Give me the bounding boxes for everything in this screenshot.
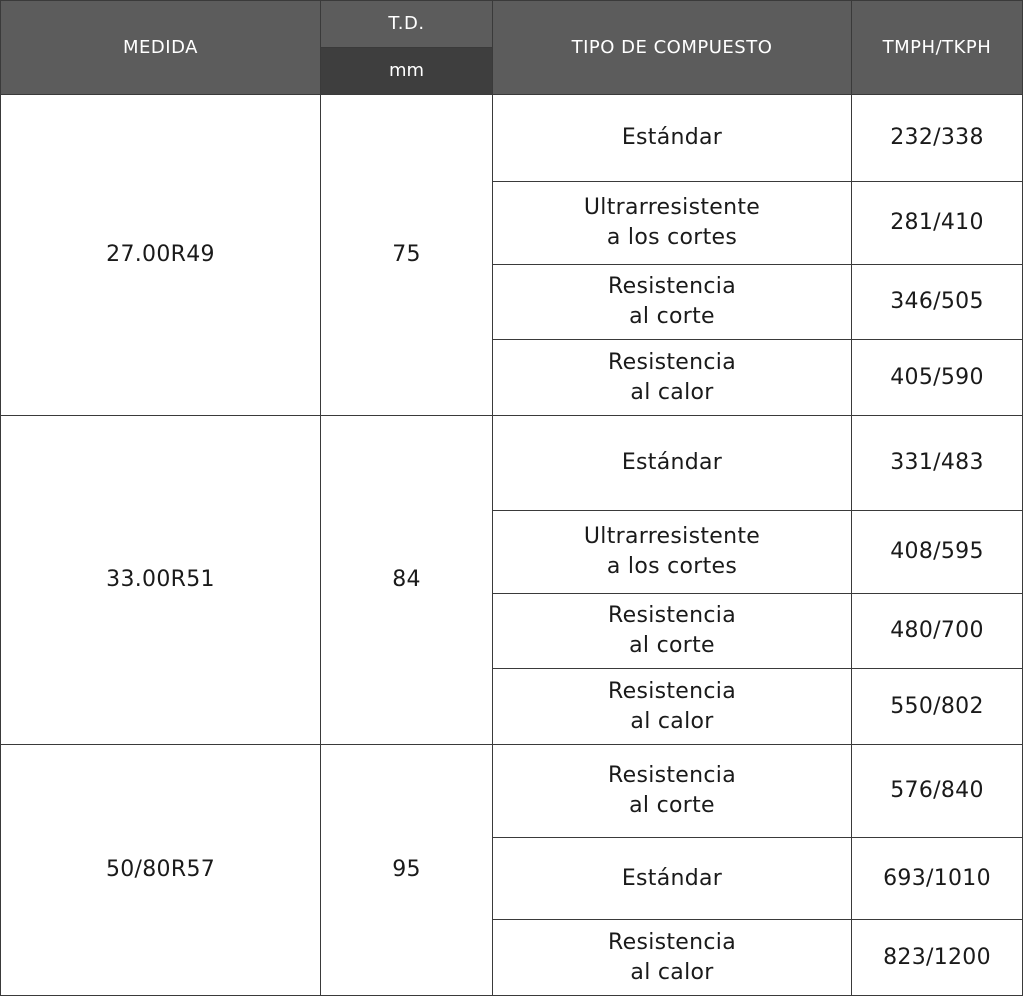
tmph-cell: 693/1010 [852, 838, 1023, 920]
header-tipo-compuesto: TIPO DE COMPUESTO [493, 1, 852, 95]
tipo-cell: Ultrarresistente a los cortes [493, 182, 852, 265]
table-row [1, 745, 1023, 838]
tmph-cell: 281/410 [852, 182, 1023, 265]
tmph-cell: 480/700 [852, 594, 1023, 669]
tmph-cell: 408/595 [852, 511, 1023, 594]
table-row [1, 416, 1023, 511]
tipo-cell: Estándar [493, 838, 852, 920]
medida-cell: 27.00R49 [1, 95, 321, 416]
tipo-cell: Resistencia al corte [493, 745, 852, 838]
tmph-cell: 346/505 [852, 265, 1023, 340]
tmph-cell: 331/483 [852, 416, 1023, 511]
medida-cell: 50/80R57 [1, 745, 321, 996]
td-cell: 95 [321, 745, 493, 996]
tipo-cell: Resistencia al calor [493, 669, 852, 745]
header-td: T.D. [321, 1, 493, 48]
tipo-cell: Ultrarresistente a los cortes [493, 511, 852, 594]
tmph-cell: 550/802 [852, 669, 1023, 745]
td-cell: 84 [321, 416, 493, 745]
tipo-cell: Estándar [493, 416, 852, 511]
medida-cell: 33.00R51 [1, 416, 321, 745]
tmph-cell: 576/840 [852, 745, 1023, 838]
tmph-cell: 823/1200 [852, 920, 1023, 996]
tipo-cell: Estándar [493, 95, 852, 182]
tipo-cell: Resistencia al calor [493, 920, 852, 996]
tmph-cell: 232/338 [852, 95, 1023, 182]
header-td-unit: mm [321, 48, 493, 95]
table-row [1, 95, 1023, 182]
tipo-cell: Resistencia al corte [493, 594, 852, 669]
tipo-cell: Resistencia al calor [493, 340, 852, 416]
tipo-cell: Resistencia al corte [493, 265, 852, 340]
tmph-cell: 405/590 [852, 340, 1023, 416]
header-medida: MEDIDA [1, 1, 321, 95]
header-tmph-tkph: TMPH/TKPH [852, 1, 1023, 95]
td-cell: 75 [321, 95, 493, 416]
